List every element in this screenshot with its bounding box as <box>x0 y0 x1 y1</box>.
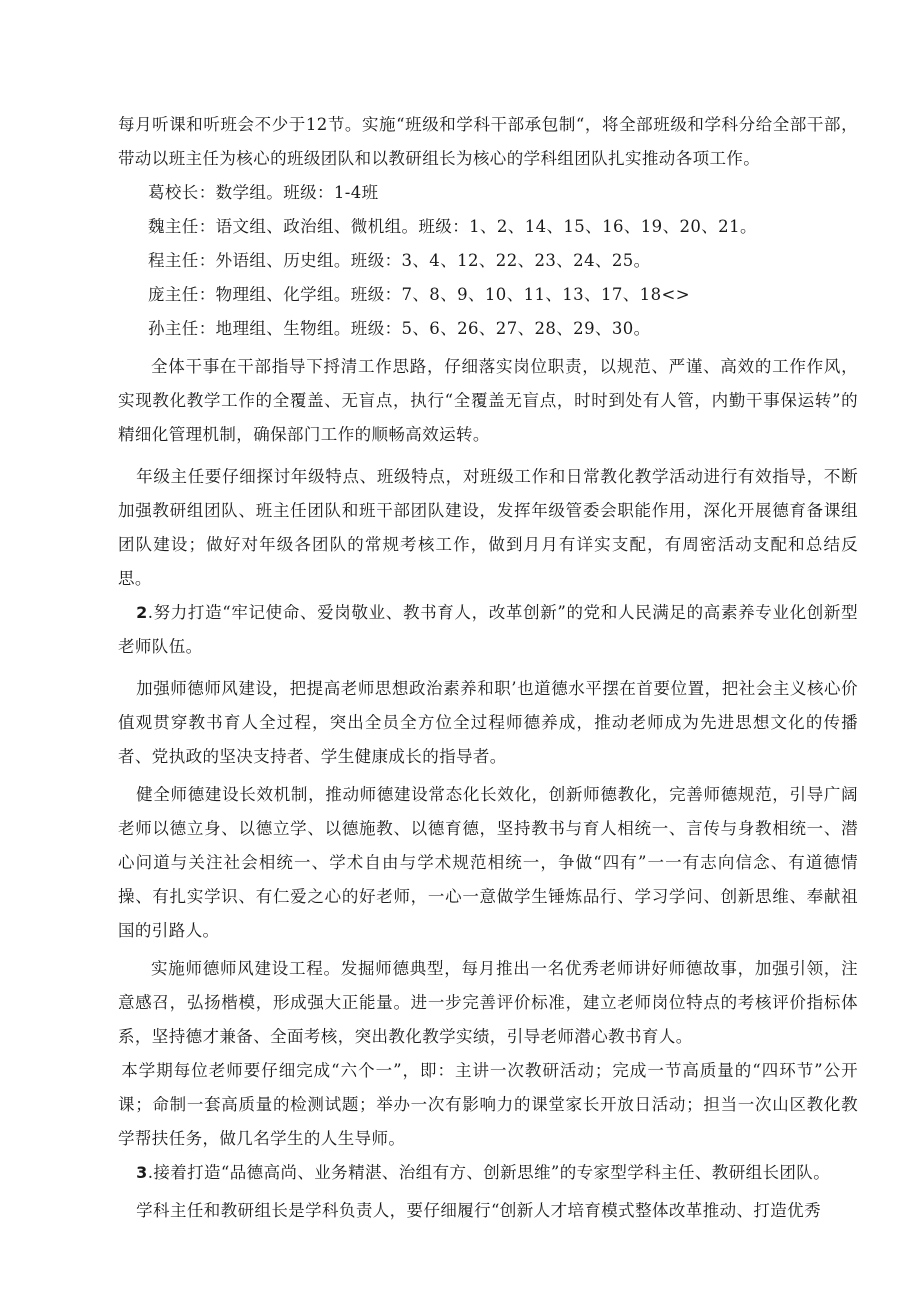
list-item-director-pang: 庞主任：物理组、化学组。班级：7、8、9、10、11、13、17、18<> <box>148 285 690 304</box>
paragraph-ethics-mechanism: 健全师德建设长效机制，推动师德建设常态化长效化，创新师德教化，完善师德规范，引导广阔老师以德立身、以德立学、以德施教、以德育德，坚持教书与育人相统一、言传与身教相统一、潜心问道与关注社会相统一、学术自由与学术规范相统一，争做“四有”一一有志向信念、有道德情操、有扎实学识、有仁爱之心的好老师，一心一意做学生锤炼品行、学习学问、创新思维、奉献祖国的引路人。 <box>118 785 858 940</box>
section-number: 3 <box>136 1163 148 1182</box>
paragraph-six-ones: 本学期每位老师要仔细完成“六个一”，即：主讲一次教研活动；完成一节高质量的“四环节”公开课；命制一套高质量的检测试题；举办一次有影响力的课堂家长开放日活动；担当一次山区教化教学帮扶任务，做几名学生的人生导师。 <box>118 1061 858 1148</box>
section-heading-3 <box>118 1156 858 1190</box>
list-item-director-cheng: 程主任：外语组、历史组。班级：3、4、12、22、23、24、25。 <box>148 251 651 270</box>
list-item-director-sun: 孙主任：地理组、生物组。班级：5、6、26、27、28、29、30。 <box>148 319 651 338</box>
paragraph-subject-heads: 学科主任和教研组长是学科负责人，要仔细履行“创新人才培育模式整体改革推动、打造优秀 <box>136 1201 821 1220</box>
paragraph-monthly-lessons: 每月听课和听班会不少于12节。实施“班级和学科干部承包制“，将全部班级和学科分给全部干部，带动以班主任为核心的班级团队和以教研组长为核心的学科组团队扎实推动各项工作。 <box>118 115 858 168</box>
section-heading-text: .努力打造“牢记使命、爱岗敬业、教书育人，改革创新”的党和人民满足的高素养专业化创新型老师队伍。 <box>118 603 858 656</box>
paragraph-grade-directors: 年级主任要仔细探讨年级特点、班级特点，对班级工作和日常教化教学活动进行有效指导，不断加强教研组团队、班主任团队和班干部团队建设，发挥年级管委会职能作用，深化开展德育备课组团队建设；做好对年级各团队的常规考核工作，做到月月有详实支配，有周密活动支配和总结反思。 <box>118 467 858 588</box>
paragraph-ethics-building: 加强师德师风建设，把提高老师思想政治素养和职’也道德水平摆在首要位置，把社会主义核心价值观贯穿教书育人全过程，突出全员全方位全过程师德养成，推动老师成为先进思想文化的传播者、党执政的坚决支持者、学生健康成长的指导者。 <box>118 679 858 766</box>
section-heading-text: .接着打造“品德高尚、业务精湛、治组有方、创新思维”的专家型学科主任、教研组长团队。 <box>147 1163 831 1182</box>
document-body <box>118 108 858 1228</box>
list-item-principal-ge: 葛校长：数学组。班级：1-4班 <box>148 183 379 202</box>
paragraph-ethics-project: 实施师德师风建设工程。发掘师德典型，每月推出一名优秀老师讲好师德故事，加强引领，注意感召，弘扬楷模，形成强大正能量。进一步完善评价标准，建立老师岗位特点的考核评价指标体系，坚持德才兼备、全面考核，突出教化教学实绩，引导老师潜心教书育人。 <box>118 959 858 1046</box>
list-item-director-wei: 魏主任：语文组、政治组、微机组。班级：1、2、14、15、16、19、20、21。 <box>148 217 757 236</box>
paragraph-staff-duties: 全体干事在干部指导下捋清工作思路，仔细落实岗位职责，以规范、严谨、高效的工作作风，实现教化教学工作的全覆盖、无盲点，执行“全覆盖无盲点，时时到处有人管，内勤干事保运转”的精细化管理机制，确保部门工作的顺畅高效运转。 <box>118 357 858 444</box>
section-number: 2 <box>136 603 148 622</box>
section-heading-2 <box>118 596 858 664</box>
